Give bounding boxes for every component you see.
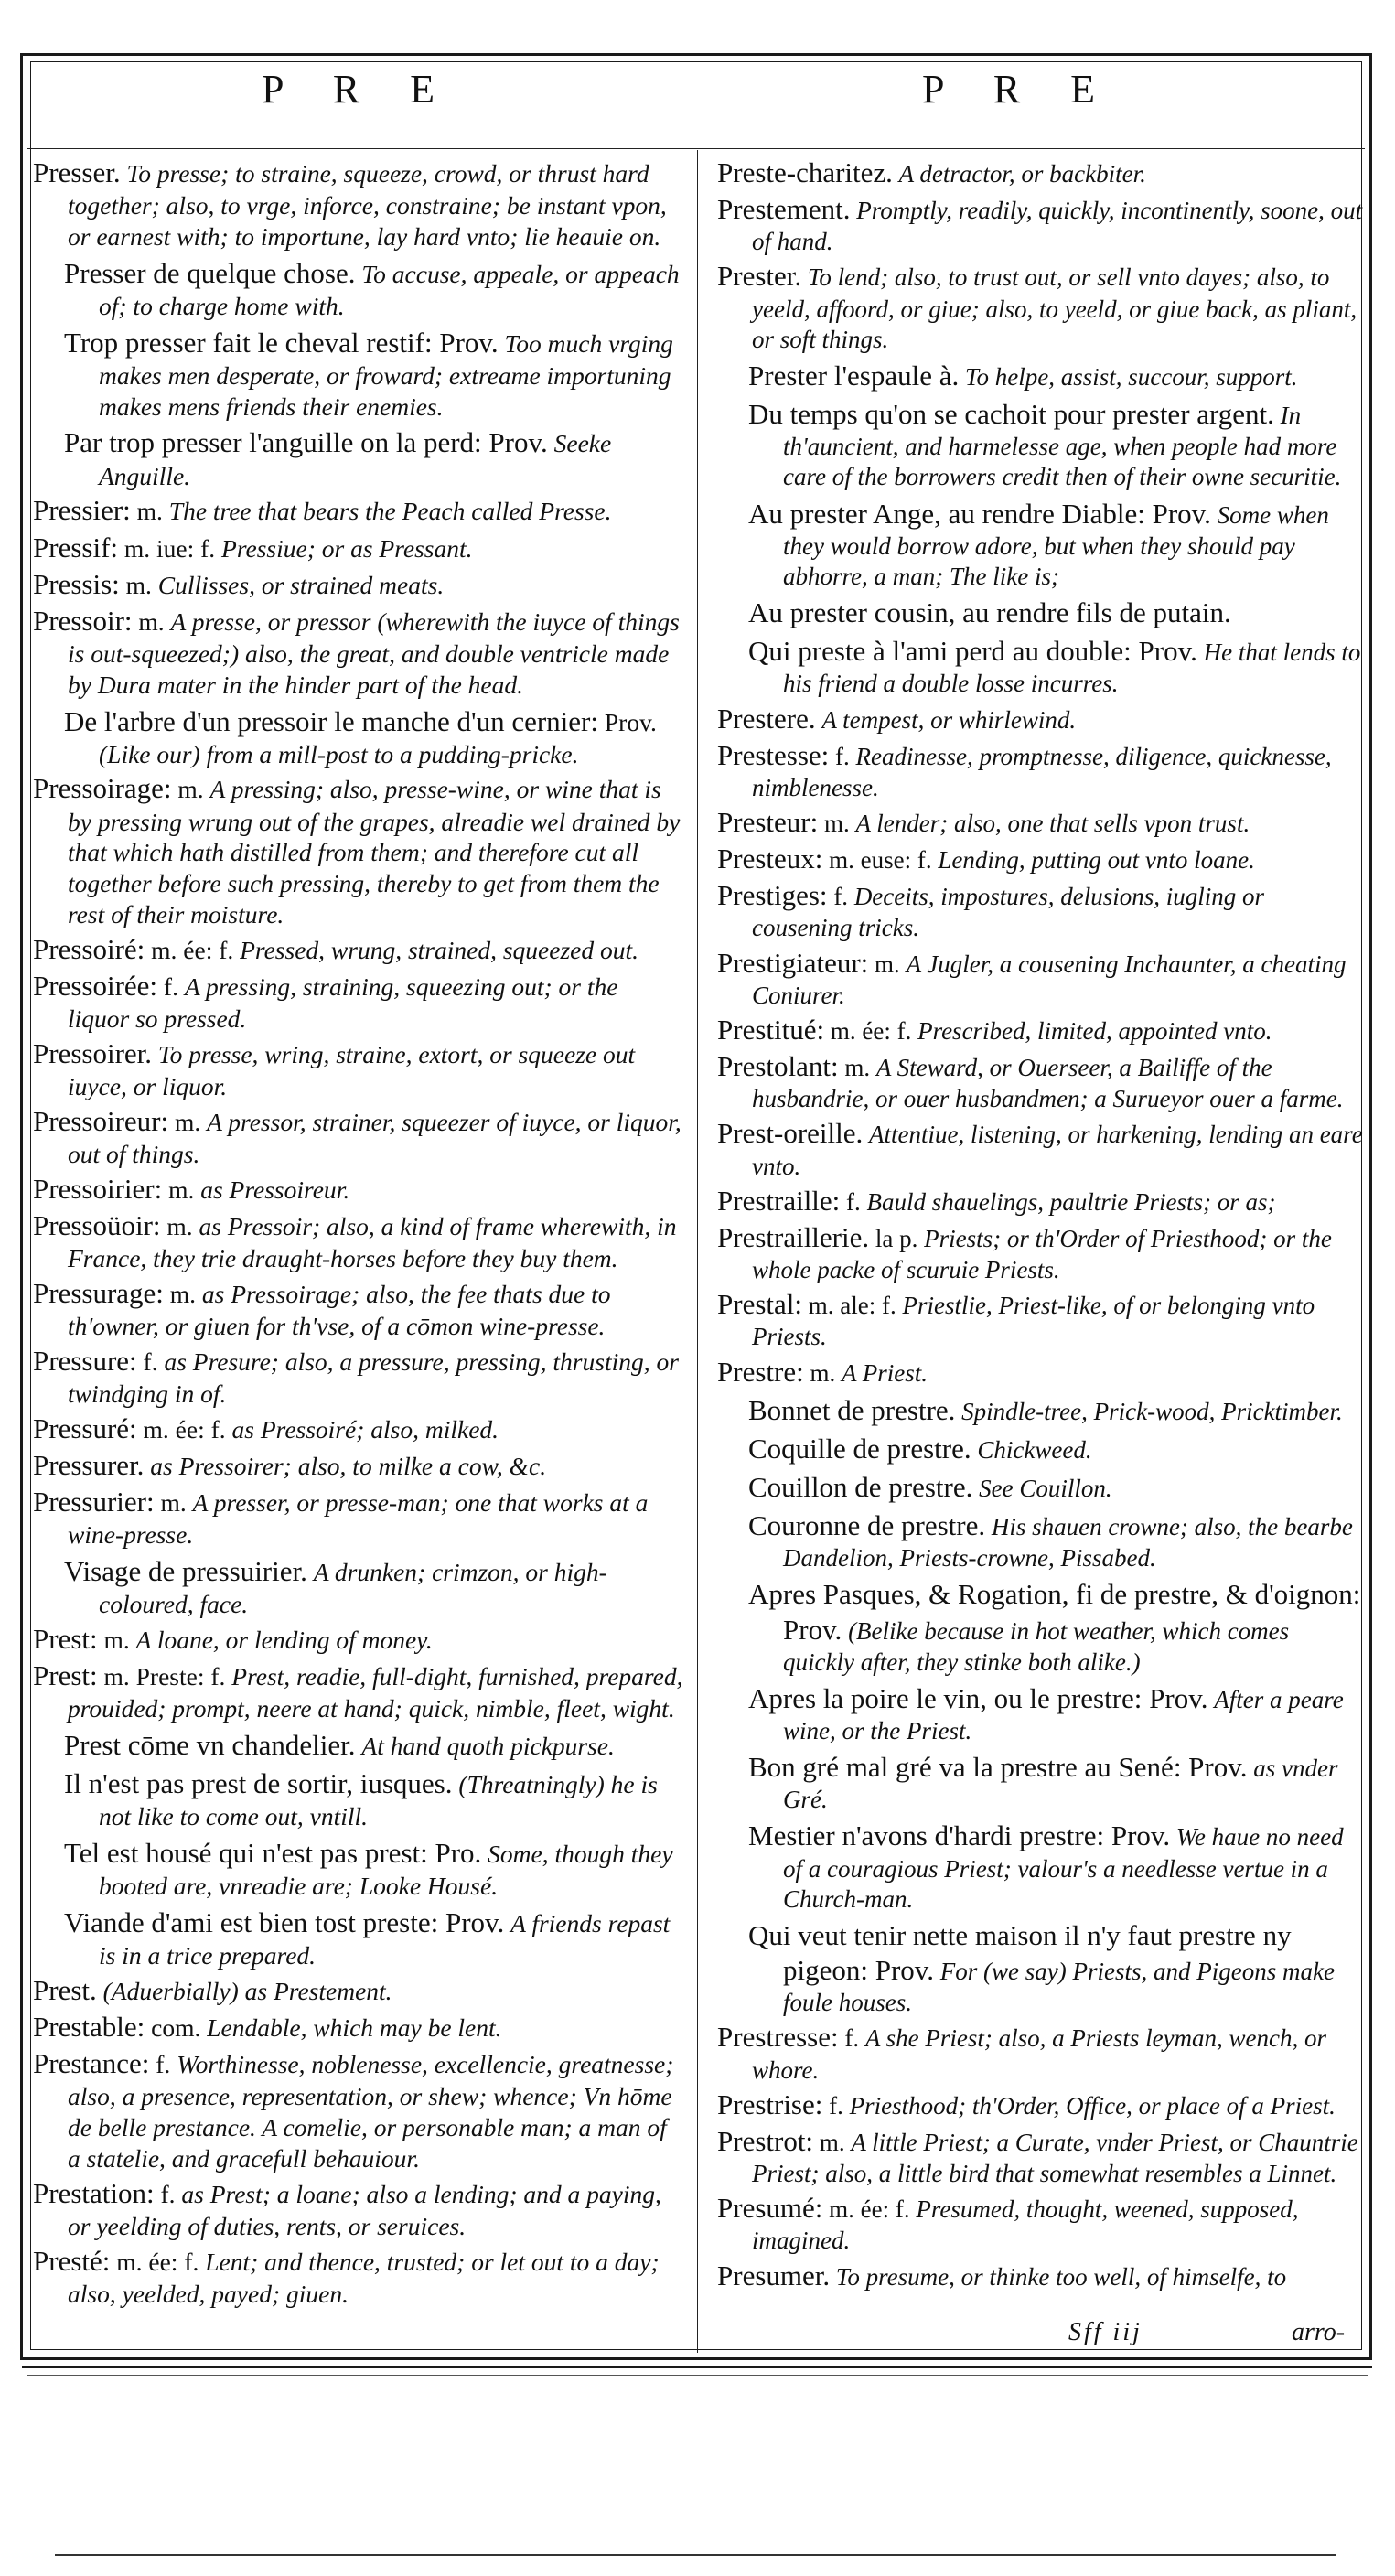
dictionary-entry	[33, 2010, 684, 2045]
definition: Prescribed, limited, appointed vnto.	[917, 1016, 1272, 1045]
headword: Pressurage:	[33, 1276, 164, 1309]
headword: Prestolant:	[717, 1050, 839, 1083]
headword: Trop presser fait le cheval restif: Prov.	[64, 326, 499, 359]
definition: Deceits, impostures, delusions, iugling or cousening tricks.	[752, 883, 1265, 942]
dictionary-entry	[33, 969, 684, 1035]
sub-entry	[33, 326, 684, 423]
grammar-note: m.	[174, 1107, 201, 1136]
definition: His shauen crowne; also, the bearbe Dandelion, Priests-crowne, Pissabed.	[783, 1513, 1353, 1572]
definition: Pressed, wrung, strained, squeezed out.	[240, 935, 639, 964]
definition: as Prest; a loane; also a lending; and a paying, or yeelding of duties, rents, or seruices.	[68, 2179, 661, 2240]
definition: A Jugler, a cousening Inchaunter, a cheating Coniurer.	[752, 950, 1347, 1009]
grammar-note: f.	[833, 883, 849, 911]
sub-entry	[33, 425, 684, 491]
headword: Presteux:	[717, 843, 823, 875]
headword: Prestrise:	[717, 2088, 823, 2120]
grammar-note: m. ée: f.	[116, 2247, 199, 2276]
sub-entry	[717, 1470, 1365, 1505]
headword: Preste-charitez.	[717, 156, 893, 188]
headword: Au prester cousin, au rendre fils de putain.	[748, 596, 1231, 629]
footer-rule	[55, 2554, 1336, 2556]
headword: Prest cōme vn chandelier.	[64, 1728, 356, 1761]
definition: A pressor, strainer, squeezer of iuyce, or liquor, out of things.	[68, 1107, 681, 1168]
dictionary-entry	[717, 2259, 1365, 2293]
headword: Pressoirage:	[33, 772, 172, 805]
definition: To presse, wring, straine, extort, or squeeze out iuyce, or liquor.	[68, 1039, 636, 1100]
definition: Bauld shauelings, paultrie Priests; or as;	[866, 1187, 1276, 1216]
grammar-note: m.	[177, 775, 204, 804]
headword: Prestiges:	[717, 879, 828, 912]
definition: Lending, putting out vnto loane.	[938, 846, 1255, 875]
definition: A Steward, or Ouerseer, a Bailiffe of the husbandrie, or ouer husbandmen; a Surueyor ouer a farme.	[752, 1054, 1344, 1113]
definition: To presse; to straine, squeeze, crowd, or thrust hard together; also, to vrge, inforce, constraine; be instant vpon, or earnest with; to importune, lay hard vnto; lie heauie on.	[68, 159, 667, 251]
definition: Lendable, which may be lent.	[207, 2012, 502, 2042]
dictionary-entry	[717, 1220, 1365, 1285]
grammar-note: f.	[143, 1347, 158, 1376]
dictionary-entry	[717, 2088, 1365, 2122]
headword: Bon gré mal gré va la prestre au Sené: Prov.	[748, 1751, 1248, 1784]
headword: Prestement.	[717, 193, 851, 226]
dictionary-entry	[33, 1104, 684, 1170]
definition: He that lends to his friend a double losse incurres.	[783, 639, 1361, 698]
dictionary-entry	[717, 2191, 1365, 2256]
grammar-note: f.	[829, 2091, 843, 2120]
headword: Couillon de prestre.	[748, 1470, 973, 1503]
sub-entry	[717, 397, 1365, 493]
grammar-note: f.	[163, 971, 178, 1001]
bottom-rule-thin	[27, 2375, 1368, 2376]
definition: Spindle-tree, Prick-wood, Pricktimber.	[961, 1397, 1343, 1425]
dictionary-entry	[33, 1344, 684, 1410]
headword: Bonnet de prestre.	[748, 1393, 956, 1426]
definition: See Couillon.	[979, 1474, 1112, 1502]
headword: Visage de pressuirier.	[64, 1554, 307, 1587]
sub-entry	[33, 256, 684, 322]
dictionary-entry	[717, 842, 1365, 876]
header-rule	[27, 148, 1365, 149]
definition: Some, though they booted are, vnreadie are; Looke Housé.	[99, 1839, 673, 1901]
headword: Pressurier:	[33, 1485, 155, 1518]
definition: Pressiue; or as Pressant.	[221, 533, 473, 563]
dictionary-entry	[717, 259, 1365, 355]
grammar-note: f.	[844, 2024, 860, 2053]
headword: Du temps qu'on se cachoit pour prester argent.	[748, 398, 1274, 431]
headword: Pressis:	[33, 567, 120, 600]
headword: Coquille de prestre.	[748, 1432, 971, 1465]
dictionary-entry	[717, 2020, 1365, 2085]
dictionary-entry	[717, 878, 1365, 943]
headword: Pressier:	[33, 494, 131, 527]
definition: A drunken; crimzon, or high-coloured, face.	[99, 1557, 607, 1618]
grammar-note: m.	[166, 1211, 193, 1240]
definition: Cullisses, or strained meats.	[157, 570, 445, 599]
definition: A lender; also, one that sells vpon trust.	[855, 810, 1250, 838]
definition: as Pressoirage; also, the fee thats due to th'owner, or giuen for th'vse, of a cōmon wine-presse.	[68, 1279, 611, 1340]
dictionary-entry	[33, 156, 684, 252]
dictionary-entry	[33, 932, 684, 967]
dictionary-entry	[717, 2124, 1365, 2189]
headword: Prestraille:	[717, 1184, 841, 1217]
grammar-note: f.	[160, 2179, 176, 2208]
definition: Priestlie, Priest-like, of or belonging vnto Priests.	[752, 1292, 1315, 1351]
headword: Prest.	[33, 1973, 97, 2006]
dictionary-entry	[717, 738, 1365, 803]
headword: Au prester Ange, au rendre Diable: Prov.	[748, 497, 1211, 530]
headword: Pressoüoir:	[33, 1208, 161, 1241]
headword: Presté:	[33, 2244, 111, 2277]
dictionary-entry	[717, 1049, 1365, 1114]
headword: Prestrot:	[717, 2124, 814, 2157]
grammar-note: m. ée: f.	[143, 1414, 226, 1444]
grammar-note: m.	[168, 1175, 195, 1204]
definition: (Belike because in hot weather, which comes quickly after, they stinke both alike.)	[783, 1616, 1290, 1676]
definition: Lent; and thence, trusted; or let out to a day; also, yeelded, payed; giuen.	[68, 2247, 660, 2308]
definition: A pressing, straining, squeezing out; or the liquor so pressed.	[68, 971, 618, 1034]
headword: Pressoiré:	[33, 932, 145, 965]
definition: Attentiue, listening, or harkening, lending an eare vnto.	[752, 1121, 1363, 1180]
definition: A she Priest; also, a Priests leyman, wench, or whore.	[752, 2024, 1327, 2084]
signature-mark: Sff iij	[1068, 2318, 1143, 2346]
headword: Prest:	[33, 1658, 98, 1691]
headword: Prestance:	[33, 2047, 150, 2080]
definition: A presse, or pressor (wherewith the iuyce of things is out-squeezed;) also, the great, and double ventricle made by Dura mater in the hinder part of the head.	[68, 606, 680, 699]
headword: Pressoir:	[33, 604, 133, 637]
definition: Priesthood; th'Order, Office, or place of a Priest.	[849, 2091, 1336, 2120]
headword: Apres la poire le vin, ou le prestre: Prov.	[748, 1681, 1208, 1714]
definition: as vnder Gré.	[783, 1755, 1338, 1814]
definition: as Pressoirer; also, to milke a cow, &c.	[150, 1451, 547, 1480]
dictionary-entry	[33, 771, 684, 929]
dictionary-entry	[33, 1411, 684, 1446]
definition: Seeke Anguille.	[99, 429, 612, 490]
headword: Prester.	[717, 260, 802, 293]
definition: Readinesse, promptnesse, diligence, quicknesse, nimblenesse.	[752, 742, 1332, 801]
grammar-note: m. iue: f.	[123, 533, 216, 563]
grammar-note: f.	[846, 1187, 861, 1216]
headword: Qui preste à l'ami perd au double: Prov.	[748, 635, 1197, 668]
grammar-note: la p.	[875, 1224, 918, 1252]
dictionary-entry	[33, 1973, 684, 2008]
sub-entry	[33, 1836, 684, 1902]
sub-entry	[717, 1750, 1365, 1815]
dictionary-entry	[717, 156, 1365, 190]
sub-entry	[717, 1432, 1365, 1466]
definition: In th'auncient, and harmelesse age, when people had more care of the borrowers credit then of their owne securitie.	[783, 402, 1342, 491]
headword: Couronne de prestre.	[748, 1509, 986, 1542]
grammar-note: m. ée: f.	[151, 935, 234, 964]
dictionary-entry	[33, 493, 684, 528]
grammar-note: m. ée: f.	[830, 1016, 912, 1045]
dictionary-entry	[717, 946, 1365, 1011]
headword: Prest:	[33, 1622, 98, 1655]
definition: Prest, readie, full-dight, furnished, prepared, prouided; prompt, neere at hand; quick, nimble, fleet, wight.	[68, 1661, 683, 1723]
definition: (Like our) from a mill-post to a pudding-pricke.	[99, 739, 579, 768]
definition: as Presure; also, a pressure, pressing, thrusting, or twindging in of.	[68, 1347, 679, 1408]
definition: Too much vrging makes men desperate, or froward; extreame importuning makes mens friends their enemies.	[99, 328, 673, 421]
dictionary-entry	[33, 2046, 684, 2174]
definition: For (we say) Priests, and Pigeons make foule houses.	[783, 1958, 1335, 2017]
grammar-note: m.	[875, 950, 900, 978]
sub-entry	[717, 1918, 1365, 2018]
definition: A little Priest; a Curate, vnder Priest, or Chauntrie Priest; also, a little bird that somewhat resembles a Linnet.	[752, 2128, 1358, 2188]
headword: Presser de quelque chose.	[64, 256, 356, 289]
headword: Prester l'espaule à.	[748, 359, 960, 392]
headword: Pressoirier:	[33, 1172, 163, 1205]
headword: Il n'est pas prest de sortir, iusques.	[64, 1767, 453, 1799]
dictionary-entry	[717, 1184, 1365, 1218]
grammar-note: m.	[823, 810, 850, 838]
dictionary-entry	[717, 805, 1365, 840]
right-column	[717, 156, 1365, 2295]
headword: Prestresse:	[717, 2021, 839, 2054]
headword: Apres Pasques, & Rogation, fi de prestre, & d'oignon: Prov.	[748, 1578, 1361, 1646]
grammar-note: f.	[835, 742, 850, 770]
dictionary-entry	[33, 1172, 684, 1207]
headword: Prestal:	[717, 1288, 802, 1321]
headword: Prestitué:	[717, 1013, 825, 1046]
headword: Mestier n'avons d'hardi prestre: Prov.	[748, 1819, 1171, 1852]
definition: Priests; or th'Order of Priesthood; or the whole packe of scuruie Priests.	[752, 1224, 1332, 1284]
dictionary-entry	[717, 1287, 1365, 1352]
grammar-note: m.	[810, 1358, 836, 1387]
headword: Prestre:	[717, 1355, 804, 1388]
headword: Pressurer.	[33, 1448, 145, 1481]
running-head-left: P R E	[262, 67, 456, 112]
dictionary-entry	[717, 1355, 1365, 1390]
headword: Prestesse:	[717, 738, 830, 771]
headword: Presumer.	[717, 2259, 831, 2292]
headword: Qui veut tenir nette maison il n'y faut prestre ny pigeon: Prov.	[748, 1919, 1292, 1987]
definition: To accuse, appeale, or appeach of; to charge home with.	[99, 259, 680, 320]
definition: A presser, or presse-man; one that works at a wine-presse.	[68, 1487, 649, 1550]
grammar-note: com.	[151, 2012, 201, 2042]
definition: as Pressoireur.	[200, 1175, 350, 1204]
sub-entry	[717, 1681, 1365, 1746]
sub-entry	[33, 1905, 684, 1971]
sub-entry	[33, 704, 684, 770]
grammar-note: m.	[136, 497, 163, 526]
definition: A pressing; also, presse-wine, or wine that is by pressing wrung out of the grapes, alreadie wel drained by that which hath distilled from them; and therefore cut all together before such pressing, thereby to get from them the rest of their moisture.	[68, 775, 681, 928]
sub-entry	[33, 1728, 684, 1763]
sub-entry	[717, 1508, 1365, 1573]
grammar-note: m.	[103, 1625, 130, 1654]
definition: as Pressoiré; also, milked.	[231, 1414, 499, 1444]
left-column	[33, 156, 684, 2312]
definition: Presumed, thought, weened, supposed, imagined.	[752, 2195, 1299, 2255]
headword: Pressuré:	[33, 1411, 137, 1444]
sub-entry	[33, 1554, 684, 1620]
sub-entry	[717, 1819, 1365, 1915]
column-divider	[697, 150, 698, 2353]
dictionary-entry	[33, 1208, 684, 1274]
dictionary-entry	[717, 702, 1365, 736]
grammar-note: f.	[156, 2050, 171, 2079]
sub-entry	[717, 1577, 1365, 1677]
dictionary-entry	[33, 1448, 684, 1483]
dictionary-entry	[33, 1276, 684, 1342]
sub-entry	[33, 1766, 684, 1832]
dictionary-entry	[33, 531, 684, 565]
headword: Pressoirer.	[33, 1036, 153, 1069]
definition: A Priest.	[841, 1358, 928, 1387]
sub-entry	[717, 634, 1365, 699]
dictionary-entry	[33, 604, 684, 701]
definition: After a peare wine, or the Priest.	[783, 1685, 1344, 1744]
definition: A loane, or lending of money.	[135, 1625, 433, 1654]
dictionary-entry	[717, 192, 1365, 257]
sub-entry	[717, 359, 1365, 393]
headword: Pressoireur:	[33, 1104, 169, 1137]
sub-entry	[717, 497, 1365, 593]
definition: Worthinesse, noblenesse, excellencie, greatnesse; also, a presence, representation, or shew; whence; Vn hōme de belle prestance. A comelie, or personable man; a man of a statelie, and gracefull behauiour.	[68, 2050, 674, 2173]
grammar-note: m.	[844, 1054, 871, 1082]
definition: To lend; also, to trust out, or sell vnto dayes; also, to yeeld, affoord, or giue; also, to yeeld, or giue back, as pliant, or soft things.	[752, 263, 1357, 353]
grammar-note: m.	[819, 2128, 845, 2156]
definition: A detractor, or backbiter.	[898, 160, 1146, 188]
bottom-rule	[22, 2366, 1372, 2368]
headword: Prestigiateur:	[717, 946, 869, 979]
grammar-note: m.	[125, 570, 152, 599]
grammar-note: m.	[169, 1279, 197, 1308]
grammar-note: m. ée: f.	[829, 2195, 910, 2224]
running-head-right: P R E	[922, 67, 1116, 112]
headword: De l'arbre d'un pressoir le manche d'un cernier:	[64, 704, 598, 737]
definition: A friends repast is in a trice prepared.	[99, 1908, 671, 1970]
headword: Presser.	[33, 156, 121, 188]
headword: Pressure:	[33, 1344, 137, 1377]
definition: To presume, or thinke too well, of himselfe, to	[835, 2262, 1287, 2291]
definition: as Pressoir; also, a kind of frame wherewith, in France, they trie draught-horses before they buy them.	[68, 1211, 677, 1272]
headword: Viande d'ami est bien tost preste: Prov.	[64, 1905, 505, 1938]
headword: Par trop presser l'anguille on la perd: Prov.	[64, 426, 548, 459]
definition: To helpe, assist, succour, support.	[965, 362, 1298, 391]
definition: We haue no need of a couragious Priest; valour's a needlesse vertue in a Church-man.	[783, 1823, 1344, 1913]
sub-entry	[717, 596, 1365, 630]
headword: Presumé:	[717, 2192, 823, 2225]
headword: Pressif:	[33, 531, 118, 564]
dictionary-entry	[33, 1485, 684, 1551]
headword: Prestation:	[33, 2176, 155, 2209]
dictionary-entry	[33, 1622, 684, 1657]
definition: At hand quoth pickpurse.	[361, 1731, 615, 1760]
headword: Pressoirée:	[33, 969, 158, 1002]
dictionary-entry	[33, 567, 684, 602]
grammar-note: Prov.	[604, 707, 657, 736]
headword: Tel est housé qui n'est pas prest: Pro.	[64, 1836, 482, 1869]
grammar-note: m.	[160, 1487, 187, 1517]
definition: Some when they would borrow adore, but when they should pay abhorre, a man; The like is;	[783, 500, 1329, 590]
headword: Prestere.	[717, 702, 816, 735]
headword: Prestable:	[33, 2010, 145, 2043]
definition: The tree that bears the Peach called Presse.	[168, 497, 612, 526]
definition: (Aduerbially) as Prestement.	[102, 1976, 392, 2005]
definition: (Threatningly) he is not like to come out, vntill.	[99, 1770, 658, 1831]
dictionary-entry	[33, 2244, 684, 2310]
grammar-note: m. euse: f.	[829, 846, 932, 875]
headword: Presteur:	[717, 806, 819, 839]
headword: Prestraillerie.	[717, 1220, 870, 1253]
definition: A tempest, or whirlewind.	[821, 705, 1077, 734]
definition: Promptly, readily, quickly, incontinently, soone, out of hand.	[752, 197, 1363, 256]
grammar-note: m.	[138, 606, 165, 636]
dictionary-entry	[33, 2176, 684, 2242]
grammar-note: m. ale: f.	[808, 1292, 896, 1320]
grammar-note: m. Preste: f.	[103, 1661, 226, 1690]
dictionary-entry	[717, 1013, 1365, 1047]
headword: Prest-oreille.	[717, 1117, 864, 1150]
sub-entry	[717, 1393, 1365, 1428]
definition: Chickweed.	[977, 1435, 1092, 1464]
dictionary-entry	[33, 1658, 684, 1724]
catchword: arro-	[1292, 2318, 1346, 2346]
dictionary-entry	[33, 1036, 684, 1102]
dictionary-entry	[717, 1116, 1365, 1181]
